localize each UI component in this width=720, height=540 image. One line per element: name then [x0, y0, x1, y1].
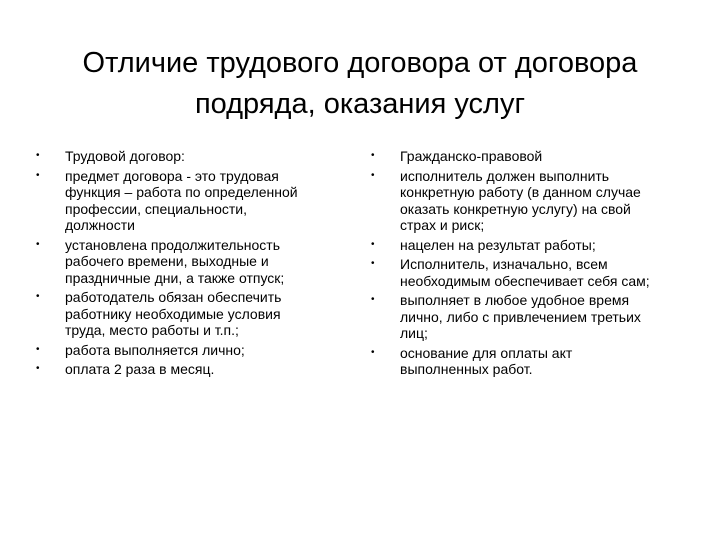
list-item-text: нацелен на результат работы;: [400, 236, 596, 253]
list-item: [371, 292, 671, 342]
list-item: [36, 168, 336, 234]
list-item-text: основание для оплаты акт выполненных работ.: [400, 344, 573, 377]
list-item-text: установлена продолжительность рабочего времени, выходные и праздничные дни, а также отпуск;: [65, 236, 285, 286]
bullet-icon: •: [36, 238, 40, 250]
list-item-text: предмет договора - это трудовая функция – работа по определенной профессии, специальности, должности: [65, 167, 298, 233]
bullet-icon: •: [371, 294, 375, 305]
employment-contract-column: [36, 148, 336, 381]
list-item-text: оплата 2 раза в месяц.: [65, 361, 215, 377]
bullet-icon: •: [36, 291, 40, 302]
bullet-icon: •: [36, 169, 40, 181]
bullet-icon: •: [371, 150, 375, 161]
bullet-icon: •: [36, 150, 40, 161]
list-item: [36, 342, 336, 359]
list-item: [36, 361, 336, 378]
list-item: [36, 148, 336, 165]
list-item-text: Исполнитель, изначально, всем необходимым обеспечивает себя сам;: [400, 256, 650, 289]
list-item: [371, 345, 671, 378]
list-item: [36, 237, 336, 287]
slide-title: [36, 43, 684, 125]
list-item-text: работодатель обязан обеспечить работнику необходимые условия труда, место работы и т.п.;: [65, 289, 282, 338]
bullet-icon: •: [36, 363, 40, 374]
list-item-text: работа выполняется лично;: [65, 341, 245, 358]
slide-title-line-2: подряда, оказания услуг: [194, 88, 526, 120]
bullet-icon: •: [371, 258, 375, 269]
list-item-text: исполнитель должен выполнить конкретную работу (в данном случае оказать конкретную услугу) на свой страх и риск;: [400, 167, 641, 233]
list-item: [371, 168, 671, 234]
civil-contract-column: [371, 148, 671, 381]
bullet-icon: •: [371, 346, 375, 358]
bullet-icon: •: [371, 169, 375, 181]
list-item: [371, 148, 671, 165]
list-item-text: выполняет в любое удобное время лично, либо с привлечением третьих лиц;: [400, 292, 641, 341]
list-item: [371, 237, 671, 254]
slide-title-line-1: Отличие трудового договора от договора: [82, 47, 638, 79]
bullet-icon: •: [371, 238, 375, 250]
list-item: [36, 289, 336, 339]
bullet-icon: •: [36, 343, 40, 355]
list-item-text: Гражданско-правовой: [400, 148, 543, 164]
list-item: [371, 256, 671, 289]
list-item-text: Трудовой договор:: [65, 148, 185, 164]
